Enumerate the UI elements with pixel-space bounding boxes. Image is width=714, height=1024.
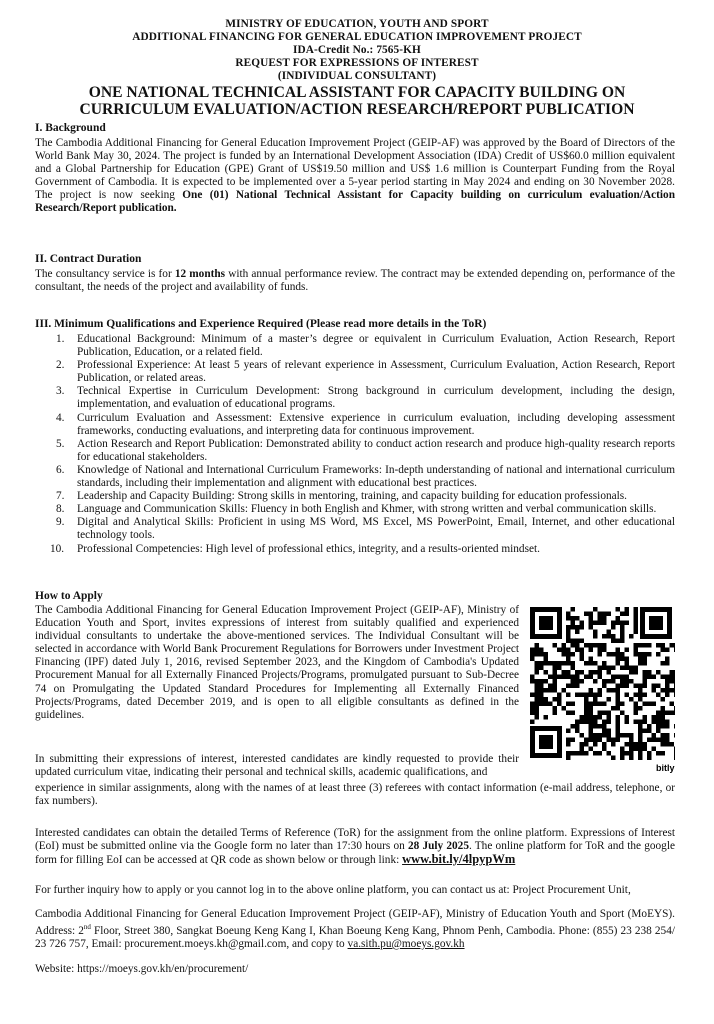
website-line: Website: https://moeys.gov.kh/en/procurement/: [35, 963, 249, 975]
qualifications-heading: III. Minimum Qualifications and Experience Required (Please read more details in the ToR): [35, 318, 487, 330]
request-title: REQUEST FOR EXPRESSIONS OF INTEREST: [235, 57, 479, 69]
bitly-link[interactable]: www.bit.ly/4lpypWm: [402, 852, 516, 867]
apply-paragraph-3: Interested candidates can obtain the detailed Terms of Reference (ToR) for the assignment from the online platform. Expressions of Interest (EoI) must be submitted online via the Google form no later than 17:30 hours on 28 July 2025. The online platform for ToR and the google form for filling EoI can be accessed at QR code as shown below or through link: www.bit.ly/4lpypWm: [35, 827, 675, 867]
contract-paragraph: The consultancy service is for 12 months with annual performance review. The contract may be extended depending on, performance of the consultant, the needs of the project and availability of funds.: [35, 268, 675, 294]
qr-code-icon[interactable]: [527, 604, 675, 776]
copy-email-link[interactable]: va.sith.pu@moeys.gov.kh: [347, 937, 465, 950]
consultant-type: (INDIVIDUAL CONSULTANT): [277, 70, 437, 82]
how-to-apply-heading: How to Apply: [35, 590, 103, 602]
contact-paragraph: Cambodia Additional Financing for General Education Improvement Project (GEIP-AF), Ministry of Education Youth and Sport (MoEYS). Address: 2nd Floor, Street 380, Sangkat Boeung Keng Kang I, Khan Boeung Keng Kang, Phnom Penh, Cambodia. Phone: (855) 23 238 254/ 23 726 757, Email: procurement.moeys.kh@gmail.com, and copy to va.sith.pu@moeys.gov.kh: [35, 908, 675, 950]
credit-number: IDA-Credit No.: 7565-KH: [293, 44, 421, 56]
list-item: 2. Professional Experience: At least 5 years of relevant experience in Assessment, Curriculum Evaluation, Action Research, Report Publication, or related areas.: [56, 359, 675, 385]
apply-paragraph-2b: experience in similar assignments, along with the names of at least three (3) referees with contact information (e-mail address, telephone, or fax numbers).: [35, 782, 675, 808]
deadline-date: 28 July 2025: [407, 840, 469, 853]
list-item: 7. Leadership and Capacity Building: Strong skills in mentoring, training, and capacity building for education professionals.: [56, 490, 627, 503]
list-item: 3. Technical Expertise in Curriculum Development: Strong background in curriculum development, including the design, implementation, and evaluation of educational programs.: [56, 385, 675, 411]
apply-paragraph-2a: In submitting their expressions of interest, interested candidates are kindly requested to provide their updated curriculum vitae, indicating their personal and technical skills, academic qualifications, and: [35, 753, 519, 779]
apply-paragraph-4: For further inquiry how to apply or you cannot log in to the above online platform, you can contact us at: Project Procurement Unit,: [35, 884, 631, 896]
list-item: 10. Professional Competencies: High level of professional ethics, integrity, and a results-oriented mindset.: [50, 542, 540, 555]
list-item: 4. Curriculum Evaluation and Assessment: Extensive experience in curriculum evaluation, including developing assessment frameworks, conducting evaluations, and interpreting data for continuous improvement.: [56, 411, 675, 437]
ministry-name: MINISTRY OF EDUCATION, YOUTH AND SPORT: [225, 18, 489, 30]
duration-bold: 12 months: [174, 268, 226, 280]
position-title-line-2: CURRICULUM EVALUATION/ACTION RESEARCH/REPORT PUBLICATION: [79, 101, 635, 118]
list-item: 1. Educational Background: Minimum of a master’s degree or equivalent in Curriculum Evaluation, Action Research, Report Publication, Education, or a related field.: [56, 333, 675, 359]
qualifications-list: [35, 333, 675, 556]
list-item: 6. Knowledge of National and International Curriculum Frameworks: In-depth understanding of national and international curriculum standards, including their implementation and alignment with educational best practices.: [56, 463, 675, 490]
bitly-logo: bitly: [656, 763, 675, 773]
list-item: 9. Digital and Analytical Skills: Proficient in using MS Word, MS Excel, MS PowerPoint, Email, Internet, and other educational technology tools.: [56, 516, 675, 542]
background-heading: I. Background: [35, 122, 106, 134]
list-item: 5. Action Research and Report Publication: Demonstrated ability to conduct action research and produce high-quality research reports for educational stakeholders.: [56, 437, 675, 463]
position-title-line-1: ONE NATIONAL TECHNICAL ASSISTANT FOR CAPACITY BUILDING ON: [88, 84, 626, 101]
apply-paragraph-1: The Cambodia Additional Financing for General Education Improvement Project (GEIP-AF), Ministry of Education Youth and Sport, invites expressions of interest from suitably qualified and experienced individual consultants to undertake the above-mentioned services. The Individual Consultant will be selected in accordance with World Bank Procurement Regulations for Borrowers under Investment Project Financing (IPF) dated July 1, 2016, revised September 2023, and the Kingdom of Cambodia's Updated Procurement Manual for all Externally Financed Projects/Programs, promulgated pursuant to Sub-Decree 74 on Promulgating the Updated Standard Procedures for Implementing all Externally Financed Projects/Programs, dated December 2019, and is open to all eligible consultants as defined in the guidelines.: [35, 604, 519, 721]
contract-heading: II. Contract Duration: [35, 253, 142, 265]
list-item: 8. Language and Communication Skills: Fluency in both English and Khmer, with strong written and verbal communication skills.: [56, 503, 657, 516]
position-bold-text: One (01) National Technical Assistant for Capacity building on curriculum evaluation/Action Research/Report publication.: [35, 189, 675, 215]
background-paragraph: The Cambodia Additional Financing for General Education Improvement Project (GEIP-AF) was approved by the Board of Directors of the World Bank May 30, 2024. The project is funded by an International Development Association (IDA) Credit of US$60.0 million equivalent and a Global Partnership for Education (GPE) Grant of US$19.50 million and US$ 1.6 million is Counterpart Funding from the Royal Government of Cambodia. It is expected to be implemented over a 5-year period starting in May 2024 and ending on 30 November 2028. The project is now seeking One (01) National Technical Assistant for Capacity building on curriculum evaluation/Action Research/Report publication.: [35, 137, 675, 215]
project-name: ADDITIONAL FINANCING FOR GENERAL EDUCATION IMPROVEMENT PROJECT: [132, 31, 582, 43]
